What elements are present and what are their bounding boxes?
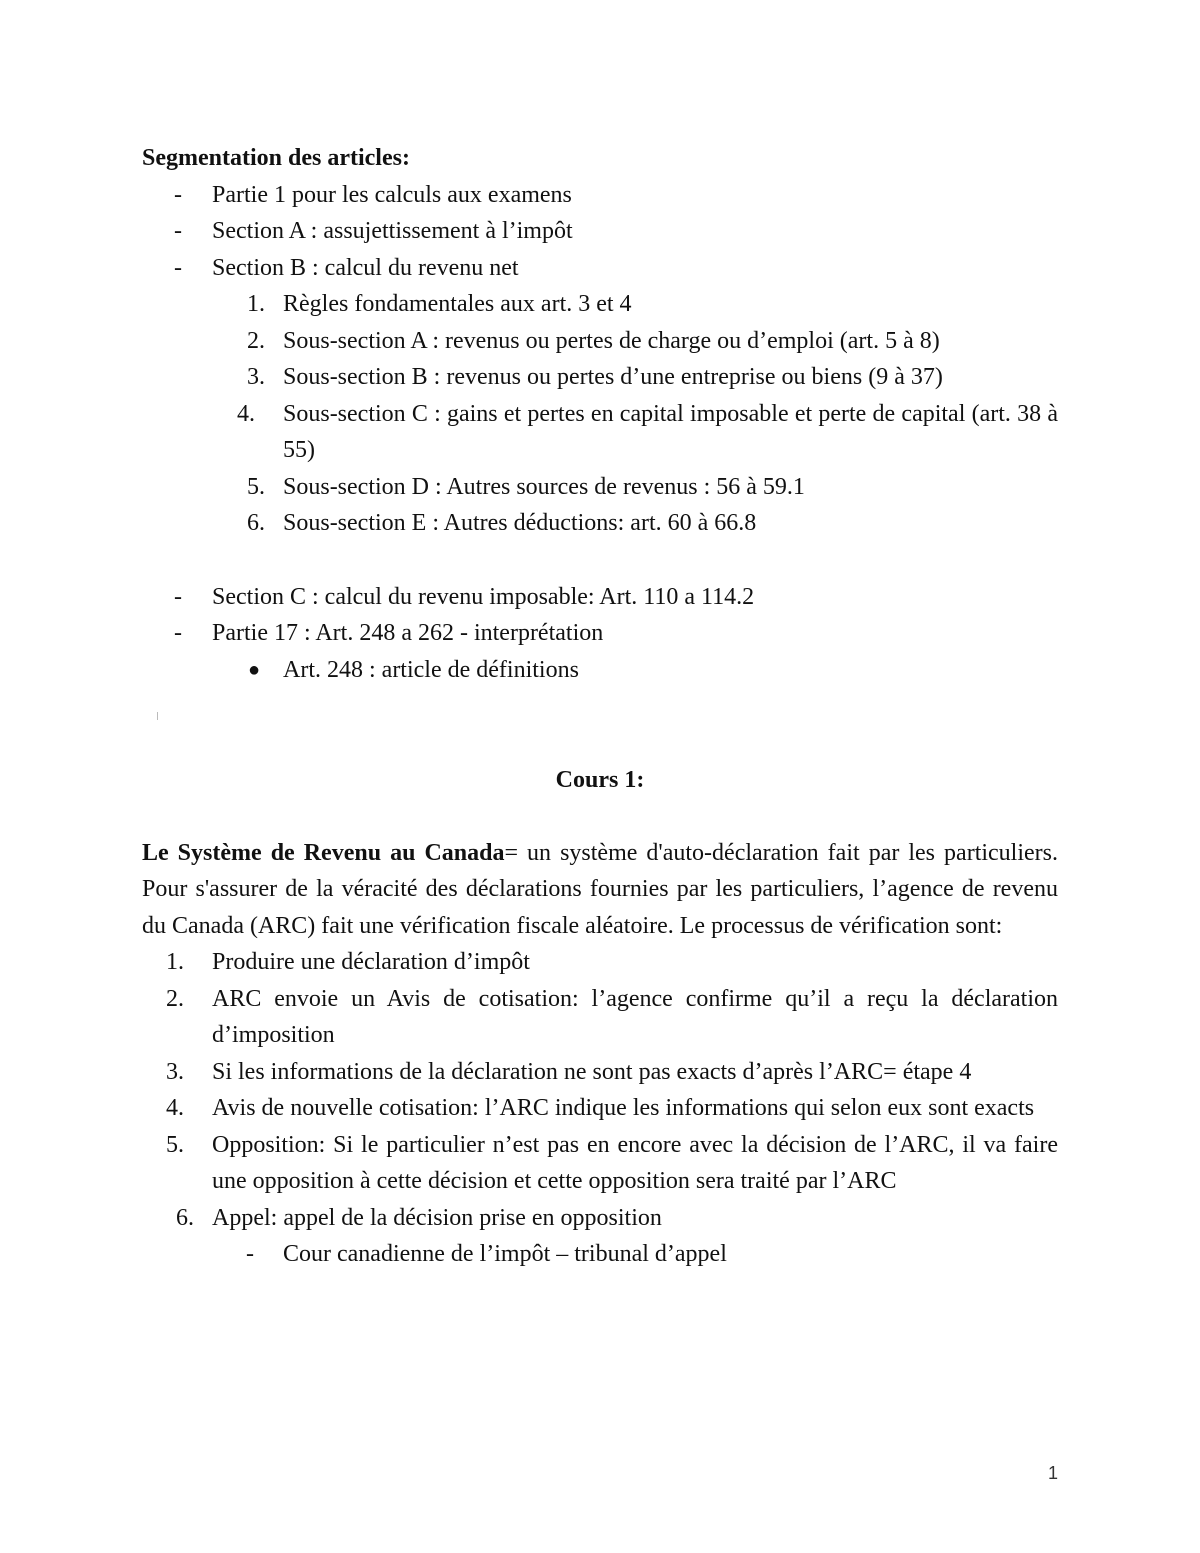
numbered-item: 3. Si les informations de la déclaration ne sont pas exacts d’après l’ARC= étape 4 — [142, 1054, 1058, 1091]
numbered-item: 5. Sous-section D : Autres sources de revenus : 56 à 59.1 — [142, 469, 1058, 506]
bullet-item: ● Art. 248 : article de définitions — [142, 652, 1058, 689]
item-number: 5. — [166, 1131, 184, 1158]
dash-marker: - — [246, 1241, 254, 1267]
list-item: - Section A : assujettissement à l’impôt — [142, 213, 1058, 250]
numbered-item: 2. ARC envoie un Avis de cotisation: l’agence confirme qu’il a reçu la déclaration d’imposition — [142, 981, 1058, 1054]
bullet-marker: ● — [248, 658, 261, 681]
numbered-item: 5. Opposition: Si le particulier n’est pas en encore avec la décision de l’ARC, il va faire une opposition à cette décision et cette opposition sera traité par l’ARC — [142, 1127, 1058, 1200]
intro-bold-term: Le Système de Revenu au Canada — [142, 839, 505, 866]
item-number: 5. — [247, 473, 265, 500]
list-item: - Cour canadienne de l’impôt – tribunal d’appel — [142, 1236, 1058, 1273]
item-number: 1. — [166, 949, 184, 975]
numbered-item: 6. Appel: appel de la décision prise en opposition — [142, 1200, 1058, 1237]
margin-mark — [157, 712, 158, 720]
dash-marker: - — [174, 181, 182, 208]
item-number: 1. — [247, 291, 265, 317]
numbered-item: 6. Sous-section E : Autres déductions: art. 60 à 66.8 — [142, 505, 1058, 542]
list-item: - Partie 1 pour les calculs aux examens — [142, 177, 1058, 214]
numbered-item: 3. Sous-section B : revenus ou pertes d’une entreprise ou biens (9 à 37) — [142, 359, 1058, 396]
item-number: 4. — [166, 1095, 184, 1121]
dash-marker: - — [174, 620, 182, 646]
list-item: - Partie 17 : Art. 248 a 262 - interprétation — [142, 615, 1058, 652]
page-number: 1 — [1047, 1463, 1058, 1483]
spacer — [142, 542, 1058, 579]
dash-marker: - — [174, 218, 182, 244]
document-page — [142, 140, 1058, 1273]
numbered-item: 4. Sous-section C : gains et pertes en capital imposable et perte de capital (art. 38 à 55) — [142, 396, 1058, 469]
numbered-item: 4. Avis de nouvelle cotisation: l’ARC indique les informations qui selon eux sont exacts — [142, 1090, 1058, 1127]
item-number: 3. — [247, 364, 265, 390]
cours-heading: Cours 1: — [555, 767, 645, 793]
numbered-item: 1. Règles fondamentales aux art. 3 et 4 — [142, 286, 1058, 323]
item-number: 2. — [247, 327, 265, 354]
item-number: 3. — [166, 1058, 184, 1085]
spacer — [142, 799, 1058, 835]
numbered-item: 2. Sous-section A : revenus ou pertes de charge ou d’emploi (art. 5 à 8) — [142, 323, 1058, 360]
spacer — [142, 688, 1058, 762]
item-number: 4. — [237, 400, 255, 427]
intro-paragraph — [142, 835, 1058, 945]
dash-marker: - — [174, 583, 182, 610]
list-item: - Section C : calcul du revenu imposable: Art. 110 a 114.2 — [142, 579, 1058, 616]
item-number: 2. — [166, 985, 184, 1012]
item-number: 6. — [176, 1204, 194, 1231]
item-number: 6. — [247, 510, 265, 536]
list-item: - Section B : calcul du revenu net — [142, 250, 1058, 287]
intro-text: = un système d'auto-déclaration fait par les particuliers. Pour s'assurer de la véracité des déclarations fournies par les particuliers, l’agence de revenu du Canada (ARC) fait une vérification fiscale aléatoire. Le processus de vérification sont: — [142, 839, 1059, 939]
numbered-item: 1. Produire une déclaration d’impôt — [142, 944, 1058, 981]
dash-marker: - — [174, 254, 182, 281]
segmentation-heading: Segmentation des articles: — [142, 145, 410, 171]
